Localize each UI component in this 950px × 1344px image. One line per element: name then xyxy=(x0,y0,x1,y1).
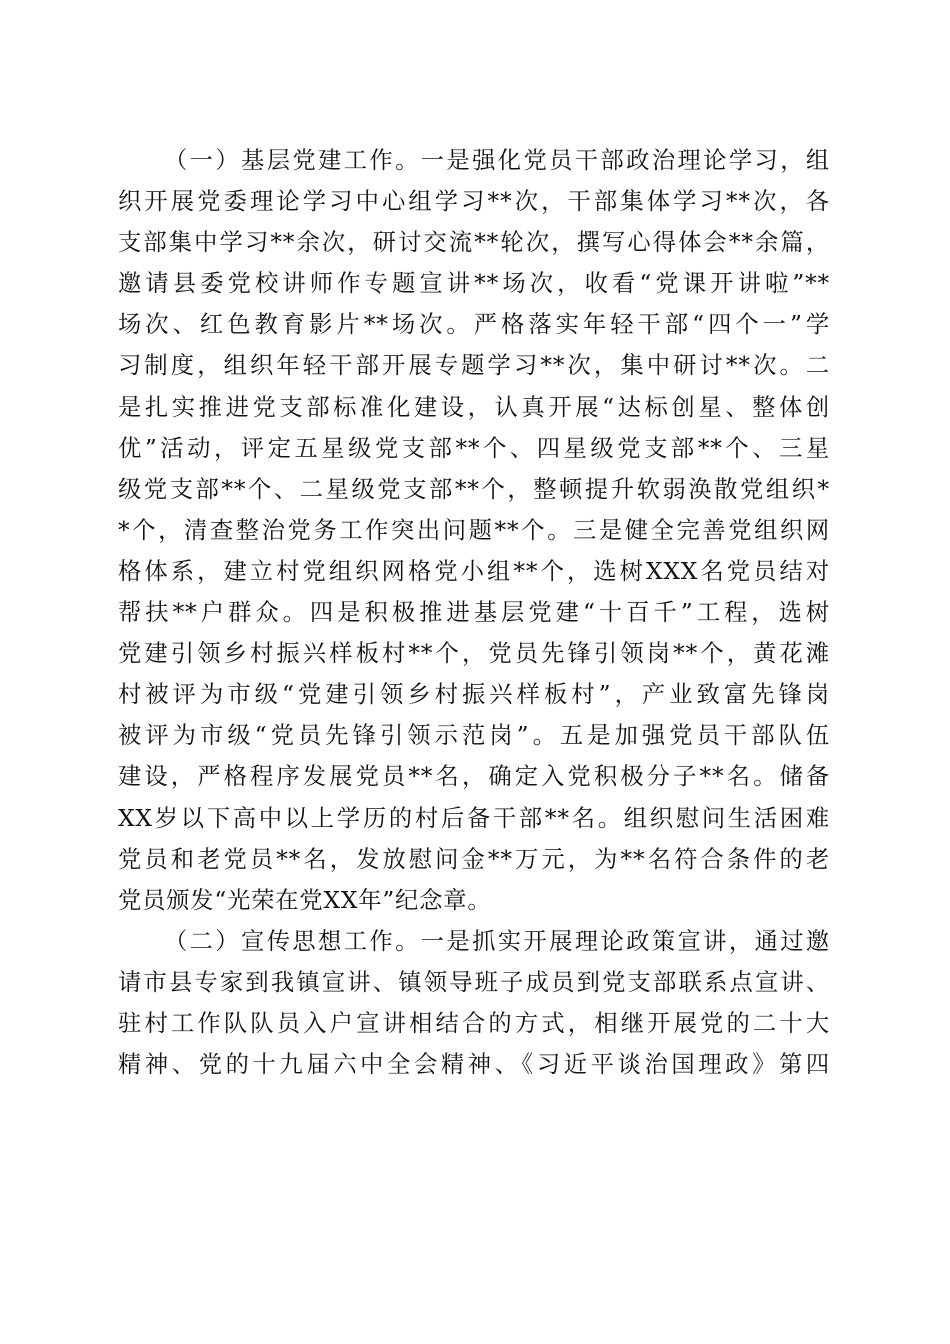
text-line: *个，清查整治党务工作突出问题**个。三是健全完善党组织网 xyxy=(118,516,830,544)
text-line: 精神、党的十九届六中全会精神、《习近平谈治国理政》第四 xyxy=(118,1051,830,1079)
text-line: 党员和老党员**名，发放慰问金**万元，为**名符合条件的老 xyxy=(118,845,830,873)
paragraph-party-building xyxy=(118,140,830,921)
text-line: 是扎实推进党支部标准化建设，认真开展“达标创星、整体创 xyxy=(118,393,830,421)
paragraph-propaganda xyxy=(118,921,830,1085)
text-line: 邀请县委党校讲师作专题宣讲**场次，收看“党课开讲啦”** xyxy=(118,270,830,298)
text-line: 党建引领乡村振兴样板村**个，党员先锋引领岗**个，黄花滩 xyxy=(118,640,830,668)
text-line: 建设，严格程序发展党员**名，确定入党积极分子**名。储备 xyxy=(118,763,830,791)
text-line: 村被评为市级“党建引领乡村振兴样板村”，产业致富先锋岗 xyxy=(118,681,830,709)
text-line: （二）宣传思想工作。一是抓实开展理论政策宣讲，通过邀 xyxy=(164,927,830,955)
text-line: 帮扶**户群众。四是积极推进基层党建“十百千”工程，选树 xyxy=(118,599,830,627)
text-line: 场次、红色教育影片**场次。严格落实年轻干部“四个一”学 xyxy=(118,311,830,339)
text-line: 习制度，组织年轻干部开展专题学习**次，集中研讨**次。二 xyxy=(118,352,830,380)
text-line: 织开展党委理论学习中心组学习**次，干部集体学习**次，各 xyxy=(118,188,830,216)
text-line: 优”活动，评定五星级党支部**个、四星级党支部**个、三星 xyxy=(118,434,830,462)
text-line: 格体系，建立村党组织网格党小组**个，选树XXX名党员结对 xyxy=(118,557,830,585)
text-line: 请市县专家到我镇宣讲、镇领导班子成员到党支部联系点宣讲、 xyxy=(118,968,830,996)
text-line: 党员颁发“光荣在党XX年”纪念章。 xyxy=(118,886,492,914)
text-line: XX岁以下高中以上学历的村后备干部**名。组织慰问生活困难 xyxy=(118,804,830,832)
text-line: 级党支部**个、二星级党支部**个，整顿提升软弱涣散党组织* xyxy=(118,475,830,503)
document-body xyxy=(118,140,830,1085)
text-line: （一）基层党建工作。一是强化党员干部政治理论学习，组 xyxy=(164,147,830,174)
text-line: 驻村工作队队员入户宣讲相结合的方式，相继开展党的二十大 xyxy=(118,1009,830,1037)
text-line: 被评为市级“党员先锋引领示范岗”。五是加强党员干部队伍 xyxy=(118,722,830,750)
text-line: 支部集中学习**余次，研讨交流**轮次，撰写心得体会**余篇， xyxy=(118,229,830,257)
